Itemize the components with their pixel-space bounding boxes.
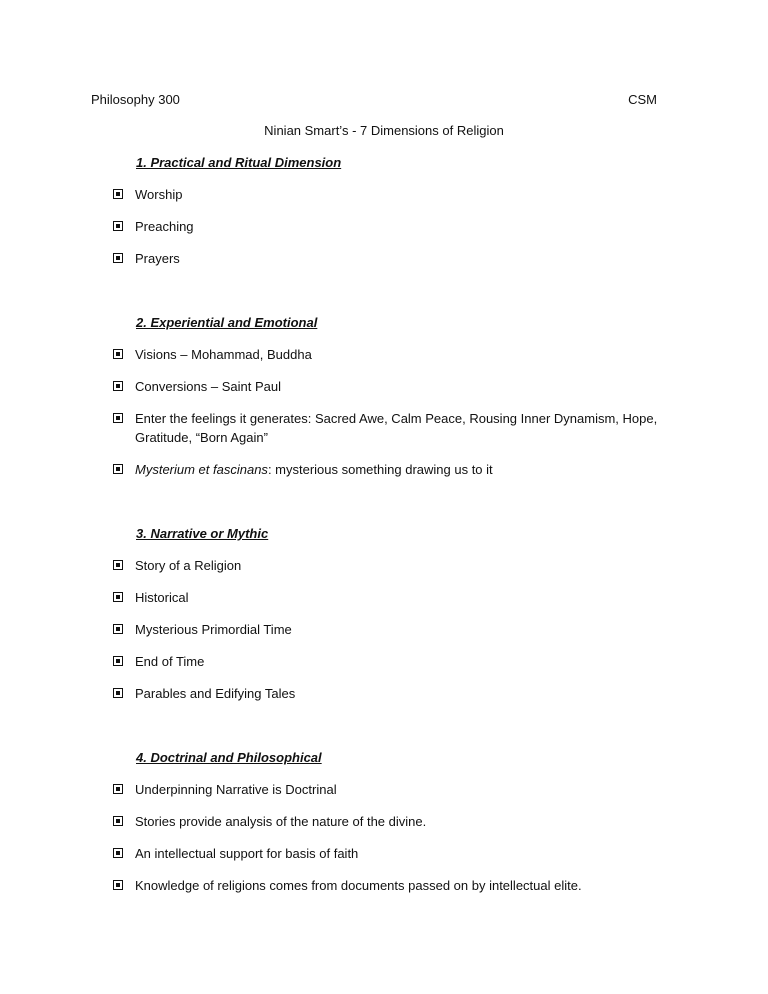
checkbox-bullet-icon [113, 816, 123, 826]
document-title: Ninian Smart’s - 7 Dimensions of Religion [264, 123, 504, 138]
list-item: Preaching [113, 217, 673, 236]
checkbox-bullet-icon [113, 784, 123, 794]
list-item: Enter the feelings it generates: Sacred Awe, Calm Peace, Rousing Inner Dynamism, Hope, Gratitude, “Born Again” [113, 409, 673, 447]
checkbox-bullet-icon [113, 221, 123, 231]
checkbox-bullet-icon [113, 880, 123, 890]
list-item: Underpinning Narrative is Doctrinal [113, 780, 673, 799]
list-item: Parables and Edifying Tales [113, 684, 673, 703]
section-heading: 2. Experiential and Emotional [136, 315, 318, 330]
checkbox-bullet-icon [113, 253, 123, 263]
list-item: End of Time [113, 652, 673, 671]
list-item: An intellectual support for basis of faith [113, 844, 673, 863]
checkbox-bullet-icon [113, 624, 123, 634]
course-name: Philosophy 300 [91, 92, 180, 107]
checkbox-bullet-icon [113, 688, 123, 698]
checkbox-bullet-icon [113, 560, 123, 570]
checkbox-bullet-icon [113, 413, 123, 423]
list-item: Stories provide analysis of the nature of the divine. [113, 812, 673, 831]
list-item: Prayers [113, 249, 673, 268]
checkbox-bullet-icon [113, 349, 123, 359]
checkbox-bullet-icon [113, 381, 123, 391]
section-heading: 3. Narrative or Mythic [136, 526, 269, 541]
section-heading: 1. Practical and Ritual Dimension [136, 155, 342, 170]
page-header [91, 92, 657, 107]
section-heading: 4. Doctrinal and Philosophical [136, 750, 322, 765]
checkbox-bullet-icon [113, 592, 123, 602]
list-item: Historical [113, 588, 673, 607]
list-item: Mysterium et fascinans: mysterious something drawing us to it [113, 460, 673, 479]
checkbox-bullet-icon [113, 656, 123, 666]
latin-term: Mysterium et fascinans [135, 462, 268, 477]
checkbox-bullet-icon [113, 189, 123, 199]
author-initials: CSM [628, 92, 657, 107]
list-item: Conversions – Saint Paul [113, 377, 673, 396]
checkbox-bullet-icon [113, 464, 123, 474]
checkbox-bullet-icon [113, 848, 123, 858]
list-item: Visions – Mohammad, Buddha [113, 345, 673, 364]
list-item: Mysterious Primordial Time [113, 620, 673, 639]
list-item: Worship [113, 185, 673, 204]
list-item: Knowledge of religions comes from documents passed on by intellectual elite. [113, 876, 673, 895]
list-item: Story of a Religion [113, 556, 673, 575]
